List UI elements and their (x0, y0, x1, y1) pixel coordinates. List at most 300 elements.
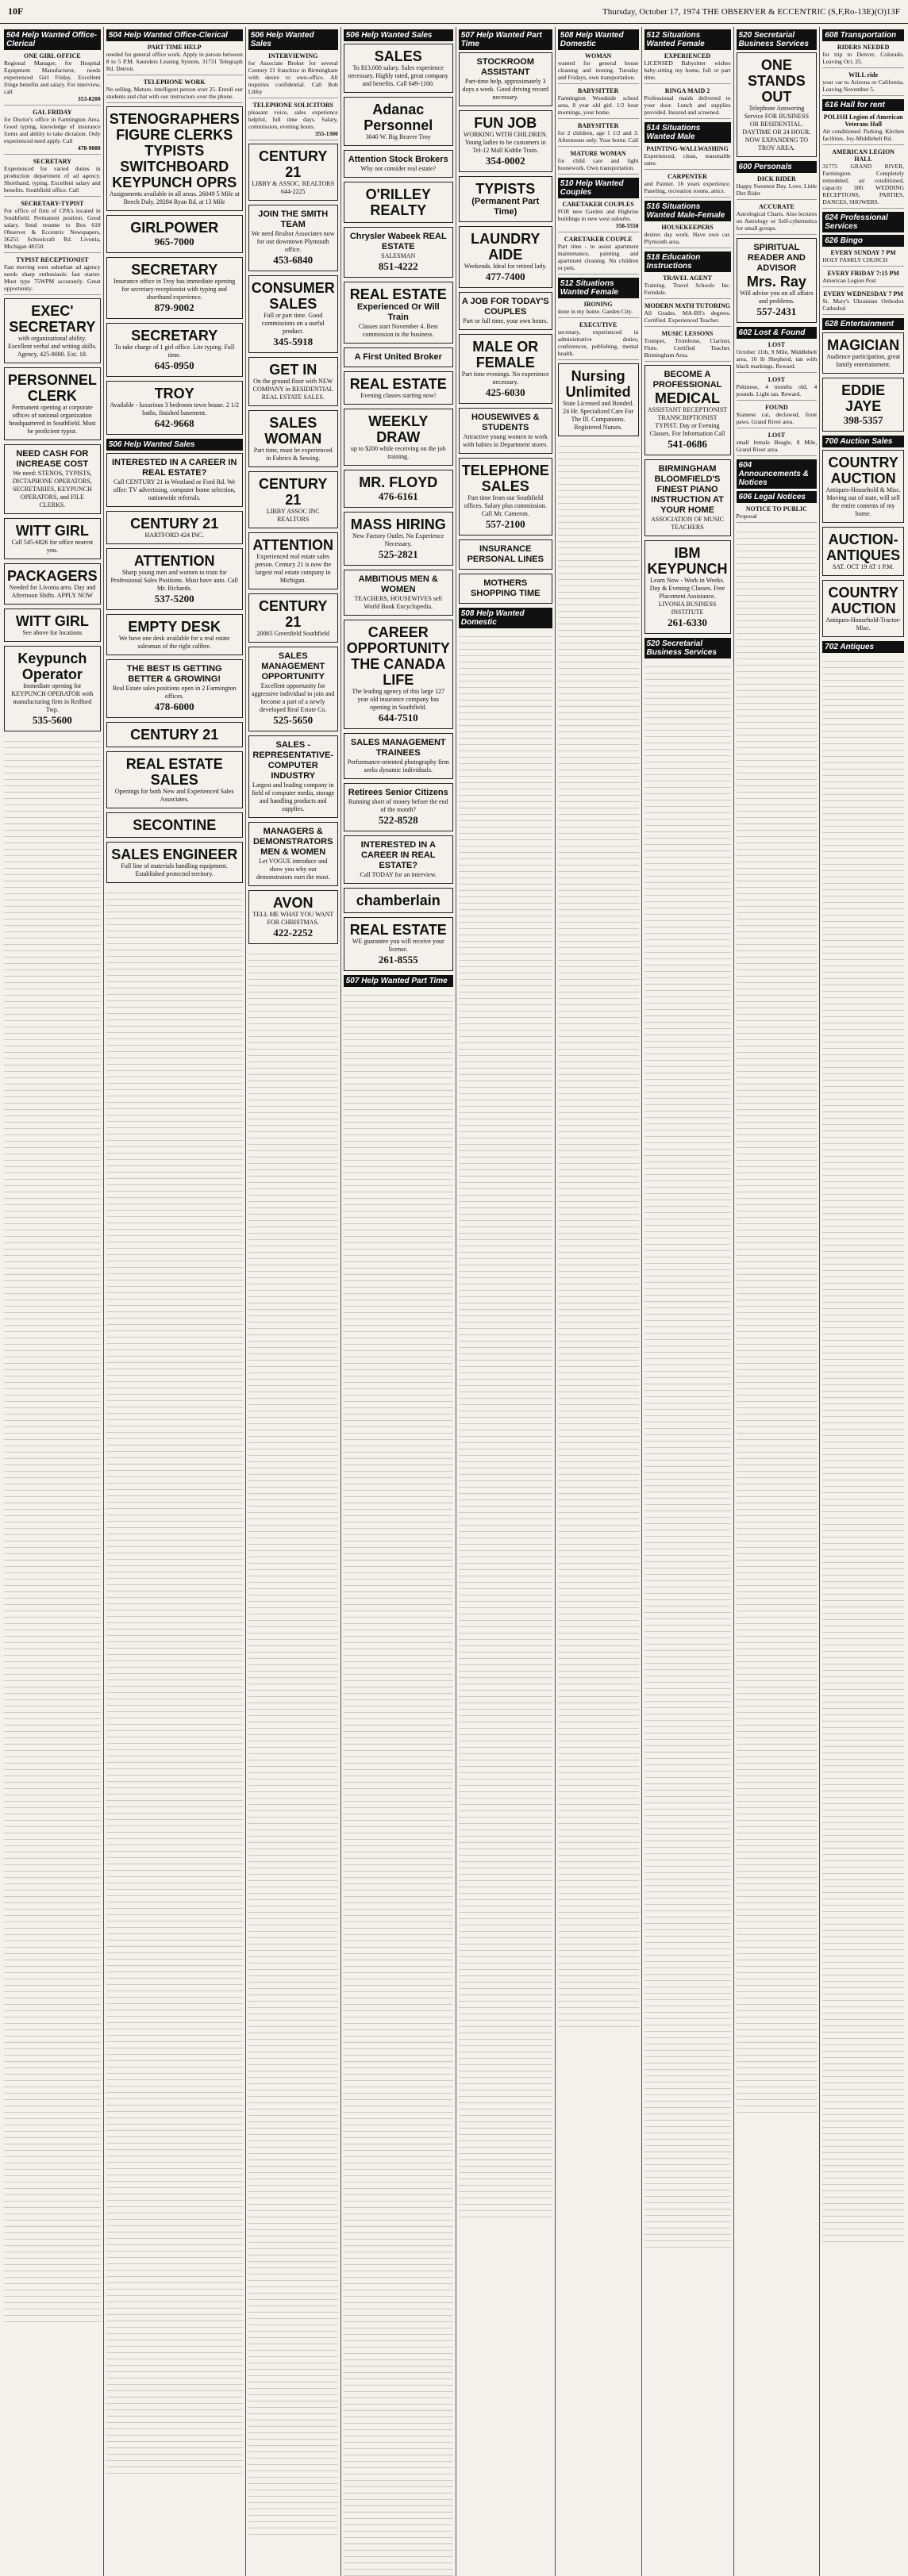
ad-title: GAL FRIDAY (33, 109, 72, 116)
display-ad-text: We need Realtor Associates now for our downtown Plymouth office. (251, 230, 335, 253)
ad-body: for Doctor's office in Farmington Area. Good typing, knowledge of insurance forms and ability to take dictation. Only experienced need apply. Call (4, 116, 101, 144)
display-ad-headline: REAL ESTATE (349, 286, 447, 302)
classified-ad (644, 330, 731, 362)
display-ad-headline: KEYPUNCH OPRS (112, 175, 237, 190)
classified-column (246, 27, 341, 2576)
ad-body: pleasant voice, sales experience helpful, full time days. Salary, commission, evening hours. (248, 109, 338, 130)
ad-body: Professional maids delivered to your door. Lunch and supplies provided. Insured and screened. (644, 94, 731, 116)
category-header: 508 Help Wanted Domestic (459, 608, 552, 628)
ad-body: American Legion Post (822, 277, 876, 284)
ad-body: Trumpet, Trombone, Clarinet, Flute. Certified Teacher. Birmingham Area. (644, 337, 731, 359)
display-ad (459, 176, 552, 222)
ad-phone: 478-9080 (77, 144, 101, 152)
display-ad-text: WE guarantee you will receive your license. (352, 938, 444, 953)
display-ad-text: Evening classes starting now! (360, 392, 437, 399)
ad-title: EXECUTIVE (579, 321, 618, 328)
fine-print-filler (248, 948, 338, 2535)
display-ad-text: up to $200 while receiving on the job training. (350, 445, 446, 460)
ad-title: WOMAN (584, 52, 612, 60)
display-ad (248, 410, 338, 467)
display-ad-headline: SALES ENGINEER (111, 847, 238, 862)
display-ad-phone: 645-0950 (154, 359, 194, 371)
ad-title: IRONING (583, 301, 613, 308)
ad-title: WILL ride (848, 71, 879, 79)
display-ad-text: TELL ME WHAT YOU WANT FOR CHRISTMAS. (252, 911, 334, 926)
ad-body: and Painter. 16 years experience. Paneling, recreation rooms, attics. (644, 180, 731, 194)
display-ad-headline: Nursing Unlimited (565, 368, 631, 400)
display-ad (344, 347, 453, 367)
ad-title: EVERY FRIDAY 7:15 PM (827, 270, 899, 277)
ad-phone: 353-8200 (77, 95, 101, 102)
display-ad-text: Call CENTURY 21 in Westland or Ford Rd. We offer: TV advertising, computer home selection, nationwide referrals. (113, 478, 236, 501)
display-ad-headline: INTERESTED IN A CAREER IN REAL ESTATE? (111, 458, 237, 478)
fine-print-filler (737, 526, 818, 2113)
classified-column (341, 27, 456, 2576)
display-ad-text: New Factory Outlet. No Experience Necessary. (352, 532, 444, 547)
ad-body: Astrological Charts. Also lectures on Astrology or Self-cybernetics for small groups. (736, 210, 818, 232)
display-ad (822, 450, 904, 523)
masthead: Thursday, October 17, 1974 THE OBSERVER & ECCENTRIC (S,F,Ro-13E)(O)13F (602, 6, 900, 17)
category-header: 702 Antiques (822, 641, 904, 653)
display-ad-headline: (Permanent Part Time) (471, 197, 540, 217)
display-ad-headline: INTERESTED IN A CAREER IN REAL ESTATE? (360, 840, 436, 870)
ad-title: ONE GIRL OFFICE (24, 52, 81, 60)
classified-ad (822, 249, 904, 267)
fine-print-filler (558, 440, 639, 2027)
ad-phone: 358-5550 (615, 222, 639, 229)
category-header: 510 Help Wanted Couples (558, 178, 639, 198)
display-ad-headline: SALES WOMAN (264, 415, 322, 447)
display-ad-text: Antiques-Household-Tractor-Misc. (825, 616, 901, 632)
ad-body: Training. Travel Schools Inc. Ferndale. (644, 282, 731, 296)
classified-ad (737, 432, 818, 456)
category-header: 512 Situations Wanted Female (644, 29, 731, 50)
display-ad-text: LIBBY & ASSOC. REALTORS 644-2225 (252, 180, 335, 195)
classified-ad (558, 201, 639, 232)
ad-title: SECRETARY-TYPIST (21, 200, 84, 207)
fine-print-filler (459, 631, 552, 2217)
classified-ad (737, 505, 818, 523)
category-header: 512 Situations Wanted Female (558, 278, 639, 298)
display-ad (644, 365, 731, 455)
display-ad-text: See above for locations (22, 629, 83, 636)
classified-ad (822, 71, 904, 96)
category-header: 606 Legal Notices (737, 491, 818, 503)
classified-ad (248, 52, 338, 98)
display-ad (558, 363, 639, 436)
classified-ad (558, 122, 639, 147)
ad-title: MODERN MATH TUTORING (644, 302, 731, 309)
display-ad-headline: Mrs. Ray (746, 274, 806, 290)
category-header: 520 Secretarial Business Services (737, 29, 818, 50)
ad-title: LOST (768, 432, 786, 439)
ad-body: St. Mary's Ukrainian Orthodox Cathedral (822, 298, 904, 312)
classified-ad (558, 321, 639, 360)
display-ad-headline: MOTHERS SHOPPING TIME (471, 578, 541, 598)
display-ad (344, 44, 453, 93)
ad-body: Farmington Woodside school area, 8 year old girl. 1/2 hour mornings, your home. (557, 94, 639, 116)
display-ad-headline: Chrysler Wabeek REAL ESTATE (349, 232, 447, 251)
display-ad (459, 52, 552, 106)
classified-ad (822, 270, 904, 287)
display-ad (822, 378, 904, 432)
category-header: 518 Education Instructions (644, 251, 731, 272)
display-ad (459, 458, 552, 536)
display-ad (344, 150, 453, 178)
display-ad-text: Audience participation, great family entertainment. (826, 353, 901, 368)
ad-title: LOST (768, 376, 786, 383)
display-ad-text: Performance-oriented photography firm seeks dynamic individuals. (347, 758, 449, 774)
ad-body: Part time - to assist apartment maintenance, painting and apartment cleaning. No children or pets. (557, 243, 639, 271)
classified-column (642, 27, 734, 2576)
display-ad-headline: CENTURY 21 (130, 516, 219, 532)
category-header: 507 Help Wanted Part Time (344, 975, 453, 987)
display-ad (106, 722, 243, 747)
display-ad (822, 332, 904, 374)
display-ad-phone: 453-6840 (273, 254, 314, 266)
classified-ad (248, 102, 338, 140)
ad-body: Pekinese, 4 months old, 4 pounds. Light tan. Reward. (736, 383, 818, 397)
display-ad (4, 518, 101, 559)
display-ad (248, 357, 338, 406)
ad-body: your car to Arizona or California. Leaving November 5. (822, 79, 904, 93)
ad-title: EVERY SUNDAY 7 PM (830, 249, 896, 256)
display-ad-headline: MR. FLOYD (359, 474, 438, 490)
display-ad (459, 408, 552, 454)
ad-body: All Grades. MA-BS's degrees. Certified. Experienced Teacher. (644, 309, 731, 324)
display-ad-headline: MEDICAL (655, 390, 720, 406)
display-ad-headline: THE CANADA LIFE (351, 656, 446, 688)
display-ad-phone: 537-5200 (154, 593, 194, 605)
ad-body: Regional Manager, for Hospital Equipment Manufacturer, needs experienced Girl Friday. Excellent fringe benefits and salary. For interview, call (4, 60, 101, 95)
display-ad-headline: Experienced Or Will Train (356, 302, 440, 322)
display-ad-text: Part time evenings. No experience necessary. (461, 370, 549, 386)
display-ad-headline: SECRETARY (131, 262, 218, 278)
display-ad (106, 614, 243, 655)
classified-ad (737, 203, 818, 235)
display-ad (248, 593, 338, 643)
ad-body: for child care and light housework. Own transportation. (557, 157, 639, 171)
ad-body: Happy Sweetest Day. Love, Little Dirt Rider (736, 182, 818, 197)
classified-column (104, 27, 246, 2576)
category-header: 520 Secretarial Business Services (644, 638, 731, 658)
display-ad-text: Sharp young men and women to train for Professional Sales Positions. Must have auto. Call Mr. Richards. (110, 569, 238, 592)
ad-title: CARPENTER (668, 173, 707, 180)
display-ad (344, 888, 453, 913)
ad-title: ACCURATE (759, 203, 794, 210)
category-header: 624 Professional Services (822, 212, 904, 232)
ad-title: LOST (768, 341, 786, 348)
ad-body: secretary, experienced in administrative duties, conferences, publishing, mental health. (557, 328, 639, 357)
display-ad (106, 659, 243, 718)
display-ad-headline: WITT GIRL (15, 613, 89, 629)
display-ad-text: Full or part time. Good commissions on a useful product. (261, 312, 325, 335)
category-header: 628 Entertainment (822, 318, 904, 330)
display-ad (344, 835, 453, 884)
ad-title: EXPERIENCED (664, 52, 711, 60)
display-ad-headline: chamberlain (356, 893, 441, 908)
ad-body: done in my home. Garden City. (557, 308, 633, 315)
ad-title: PAINTING-WALLWASHING (646, 145, 729, 152)
display-ad-headline: Retirees Senior Citizens (348, 788, 448, 797)
ad-body: Experienced for varied duties in production department of ad agency. Shorthand, typing. Excellent salary and benefits. Southfield office. Call (4, 165, 101, 194)
ad-body: Air conditioned. Parking. Kitchen facilities. Joy-Middlebelt Rd. (822, 128, 904, 142)
classified-column (2, 27, 104, 2576)
classified-ad (106, 79, 243, 103)
ad-title: RINGA MAID 2 (664, 87, 710, 94)
display-ad-headline: ATTENTION (252, 537, 334, 553)
display-ad-headline: CENTURY 21 (259, 598, 328, 630)
display-ad-headline: TYPISTS (475, 181, 536, 197)
display-ad-phone: 261-8555 (378, 954, 418, 966)
classified-ad (4, 109, 101, 155)
ad-title: RIDERS NEEDED (837, 44, 890, 51)
display-ad (4, 646, 101, 731)
display-ad-headline: INSURANCE PERSONAL LINES (467, 544, 544, 564)
display-ad-phone: 525-2821 (378, 548, 418, 560)
display-ad-text: Experienced real estate sales person. Century 21 is now the largest real estate company in Michigan. (255, 553, 332, 584)
display-ad (344, 227, 453, 278)
category-header: 514 Situations Wanted Male (644, 122, 731, 143)
display-ad (106, 106, 243, 211)
classified-ad (4, 158, 101, 197)
display-ad-text: Openings for both New and Experienced Sales Associates. (114, 788, 234, 803)
display-ad-phone: 477-7400 (485, 271, 525, 282)
ad-title: CARETAKER COUPLES (562, 201, 634, 208)
category-header: 700 Auction Sales (822, 436, 904, 447)
classified-column (820, 27, 906, 2576)
display-ad (248, 890, 338, 944)
display-ad (248, 205, 338, 271)
running-head (0, 0, 908, 24)
display-ad (248, 275, 338, 353)
classified-ad (644, 302, 731, 327)
classified-ad (644, 145, 731, 170)
display-ad-phone: 345-5918 (273, 336, 314, 347)
display-ad-text: 20065 Greenfield Southfield (256, 630, 329, 637)
display-ad-text: Call 545-6826 for office nearest you. (11, 539, 94, 554)
ad-title: MUSIC LESSONS (661, 330, 714, 337)
ad-body: for 2 children, age 1 1/2 and 3. Afternoons only. Your home. Call (557, 129, 639, 144)
fine-print-filler (344, 989, 453, 2576)
ad-body: Proposal (736, 513, 757, 520)
display-ad-text: Will advise you on all affairs and problems. (740, 290, 814, 305)
classified-ad (822, 290, 904, 315)
display-ad (344, 733, 453, 779)
display-ad (248, 647, 338, 731)
display-ad-text: Running short of money before the end of the month? (348, 798, 448, 813)
display-ad-phone: 354-0002 (485, 155, 525, 167)
display-ad-headline: CENTURY 21 (259, 148, 328, 180)
display-ad (4, 298, 101, 363)
display-ad-headline: FIGURE CLERKS (116, 127, 233, 143)
ad-body: needed for general office work. Apply in person between 8 to 5 P.M. Saunders Leasing System, 31731 Telegraph Rd. Detroit. (106, 51, 243, 72)
display-ad-phone: 642-9668 (154, 417, 194, 429)
ad-body: for Associate Broker for several Century 21 franchise in Birmingham with desire to own-office. All inquiries confidential. Call Bob Libby (248, 60, 338, 95)
display-ad-headline: WEEKLY DRAW (368, 413, 429, 445)
display-ad (248, 532, 338, 589)
display-ad-headline: AMBITIOUS MEN & WOMEN (358, 574, 438, 594)
display-ad-phone: 422-2252 (273, 927, 314, 939)
classified-ad (558, 87, 639, 119)
display-ad-text: On the ground floor with NEW COMPANY in RESIDENTIAL REAL ESTATE SALES. (252, 378, 333, 401)
display-ad-phone: 535-5600 (32, 714, 72, 726)
classified-ad (644, 52, 731, 84)
display-ad-text: Available - luxurious 3 bedroom town house. 2 1/2 baths, finished basement. (110, 401, 240, 417)
category-header: 508 Help Wanted Domestic (558, 29, 639, 50)
fine-print-filler (644, 661, 731, 2248)
display-ad-phone: 965-7000 (154, 236, 194, 248)
display-ad-headline: REAL ESTATE (349, 376, 447, 392)
display-ad (459, 226, 552, 288)
category-header: 504 Help Wanted Office-Clerical (4, 29, 101, 50)
fine-print-filler (106, 887, 243, 2474)
display-ad-headline: A JOB FOR TODAY'S COUPLES (461, 297, 549, 317)
classified-ad (4, 52, 101, 106)
display-ad-headline: SALES MANAGEMENT OPPORTUNITY (261, 651, 325, 681)
display-ad (644, 459, 731, 536)
display-ad-headline: FUN JOB (474, 115, 537, 131)
display-ad (106, 751, 243, 808)
display-ad-text: Part or full time, your own hours. (463, 317, 548, 324)
display-ad-headline: O'RILLEY REALTY (365, 186, 431, 218)
display-ad (459, 539, 552, 570)
display-ad (344, 182, 453, 223)
display-ad (106, 548, 243, 610)
display-ad-headline: JOIN THE SMITH TEAM (258, 209, 329, 229)
display-ad-phone: 398-5357 (843, 414, 883, 426)
display-ad-headline: Attention Stock Brokers (348, 155, 448, 164)
classified-ad (558, 150, 639, 175)
display-ad-phone: 522-8528 (378, 814, 418, 826)
ad-title: HOUSEKEEPERS (661, 224, 714, 231)
display-ad-headline: MASS HIRING (350, 516, 446, 532)
classified-ad (644, 224, 731, 248)
display-ad (344, 371, 453, 405)
display-ad-headline: GIRLPOWER (130, 220, 219, 236)
display-ad (4, 444, 101, 514)
display-ad (344, 783, 453, 831)
category-header: 506 Help Wanted Sales (248, 29, 338, 50)
display-ad-headline: TYPISTS (144, 143, 205, 159)
display-ad-phone: 851-4222 (378, 260, 418, 272)
display-ad-phone: 879-9002 (154, 301, 194, 313)
ad-body: Experienced, clean, reasonable rates. (644, 152, 731, 167)
display-ad-headline: ONE STANDS OUT (748, 57, 806, 105)
ad-body: No selling. Mature, intelligent person over 25. Enroll our students and chat with our instructors over the phone. (106, 86, 243, 100)
display-ad-headline: SPIRITUAL READER AND ADVISOR (747, 243, 806, 273)
ad-body: October 11th, 9 Mile, Middlebelt area, 10 lb Shepherd, tan with black markings. Reward. (736, 348, 818, 370)
display-ad-text: Real Estate sales positions open in 2 Farmington offices. (112, 685, 237, 700)
ad-title: TYPIST RECEPTIONIST (16, 256, 89, 263)
display-ad-text: Why not consider real estate? (360, 165, 437, 172)
display-ad-text: HARTFORD 424 INC. (144, 532, 204, 539)
display-ad (106, 453, 243, 507)
ad-title: AMERICAN LEGION HALL (832, 148, 895, 163)
display-ad (4, 367, 101, 440)
ad-title: SECRETARY (33, 158, 72, 165)
display-ad-headline: BIRMINGHAM BLOOMFIELD'S FINEST PIANO INSTRUCTION AT YOUR HOME (651, 464, 724, 515)
display-ad (737, 238, 818, 323)
display-ad-headline: EMPTY DESK (128, 619, 221, 635)
display-ad (248, 471, 338, 528)
display-ad-headline: Adanac Personnel (364, 102, 433, 133)
ad-body: Siamese cat, declawed, front paws. Grand River area. (736, 411, 818, 425)
display-ad (106, 842, 243, 883)
display-ad-headline: AVON (272, 895, 314, 911)
display-ad-headline: REAL ESTATE (349, 922, 447, 938)
display-ad-headline: HOUSEWIVES & STUDENTS (471, 413, 540, 432)
display-ad (248, 735, 338, 818)
display-ad-headline: AUCTION-ANTIQUES (826, 532, 901, 563)
display-ad-headline: EXEC' SECRETARY (9, 303, 96, 335)
display-ad (822, 580, 904, 637)
display-ad-text: To $13,000 salary. Sales experience necessary. Highly rated, great company and benefits. Call 649-1100. (348, 64, 448, 87)
category-header: 506 Help Wanted Sales (106, 439, 243, 451)
ad-body: wanted for general house cleaning and ironing. Tuesday and Fridays, own transportation. (557, 60, 639, 81)
display-ad-text: ASSISTANT RECEPTIONIST TRANSCRIPTIONIST TYPIST. Day or Evening Classes. For Information Call (647, 406, 728, 437)
category-header: 506 Help Wanted Sales (344, 29, 453, 41)
display-ad-headline: SECONTINE (133, 817, 217, 833)
display-ad-headline: LAUNDRY AIDE (471, 231, 541, 263)
display-ad-text: Assignments available in all areas. 26049 5 Mile at Beech Daly. 29284 Ryan Rd. at 13 Mile (109, 190, 240, 205)
display-ad-phone: 476-6161 (378, 490, 418, 502)
display-ad-text: Antiques-Household & Misc. Moving out of state, will sell the entire contents of my home. (825, 486, 901, 517)
display-ad-text: The leading agency of this large 127 year old insurance company has opening in Southfield. (352, 688, 445, 711)
display-ad-text: Full line of materials handling equipment. Established protected territory. (121, 862, 229, 877)
classified-ad (822, 113, 904, 145)
display-ad-headline: TROY (154, 386, 194, 401)
classified-column (456, 27, 556, 2576)
display-ad-headline: MAGICIAN (827, 337, 900, 353)
display-ad (4, 608, 101, 642)
ad-body: small female Beagle, 8 Mile, Grand River area. (736, 439, 818, 453)
ad-phone: 355-1300 (314, 130, 338, 137)
classified-ad (737, 404, 818, 428)
display-ad (459, 334, 552, 404)
display-ad-headline: SWITCHBOARD (120, 159, 229, 175)
display-ad-text: Needed for Livonia area. Day and Afternoon Shifts. APPLY NOW (9, 584, 96, 599)
fine-print-filler (822, 655, 904, 2242)
display-ad-headline: REAL ESTATE SALES (125, 756, 223, 788)
display-ad-text: Telephone Answering Service FOR BUSINESS OR RESIDENTIAL. DAYTIME OR 24 HOUR. NOW EXPANDING TO TROY AREA. (742, 105, 811, 152)
display-ad-text: Largest and leading company in field of computer media, storage and handling products and supplies. (252, 781, 335, 812)
display-ad-text: Part-time help, approximately 3 days a week. Good driving record necessary. (462, 78, 548, 101)
display-ad (106, 812, 243, 838)
display-ad-phone: 425-6030 (485, 386, 525, 398)
ad-body: 31775 GRAND RIVER, Farmington. Completely remodeled, air conditioned, capacity 300. WEDDING RECEPTIONS, PARTIES, DANCES, SHOWERS. (822, 163, 904, 205)
ad-title: TELEPHONE SOLICITORS (252, 102, 333, 109)
display-ad-headline: ATTENTION (133, 553, 215, 569)
category-header: 600 Personals (737, 161, 818, 173)
display-ad-phone: 525-5650 (273, 714, 314, 726)
classified-ad (106, 44, 243, 75)
category-header: 604 Announcements & Notices (737, 459, 818, 489)
display-ad (344, 570, 453, 616)
classified-column (734, 27, 821, 2576)
ad-title: TELEPHONE WORK (143, 79, 206, 86)
ad-title: INTERVIEWING (268, 52, 318, 60)
display-ad-headline: Keypunch Operator (17, 651, 87, 682)
display-ad-headline: SALES -REPRESENTATIVE- COMPUTER INDUSTRY (252, 740, 334, 781)
display-ad-headline: CENTURY 21 (130, 727, 219, 743)
display-ad-headline: THE BEST IS GETTING BETTER & GROWING! (126, 664, 222, 684)
display-ad-text: Excellent opportunity for aggressive individual to join and become a part of a newly developed Real Estate Co. (252, 682, 335, 713)
ad-title: EVERY WEDNESDAY 7 PM (823, 290, 903, 298)
display-ad (344, 409, 453, 466)
display-ad (737, 52, 818, 157)
page-number: 10F (8, 6, 24, 17)
